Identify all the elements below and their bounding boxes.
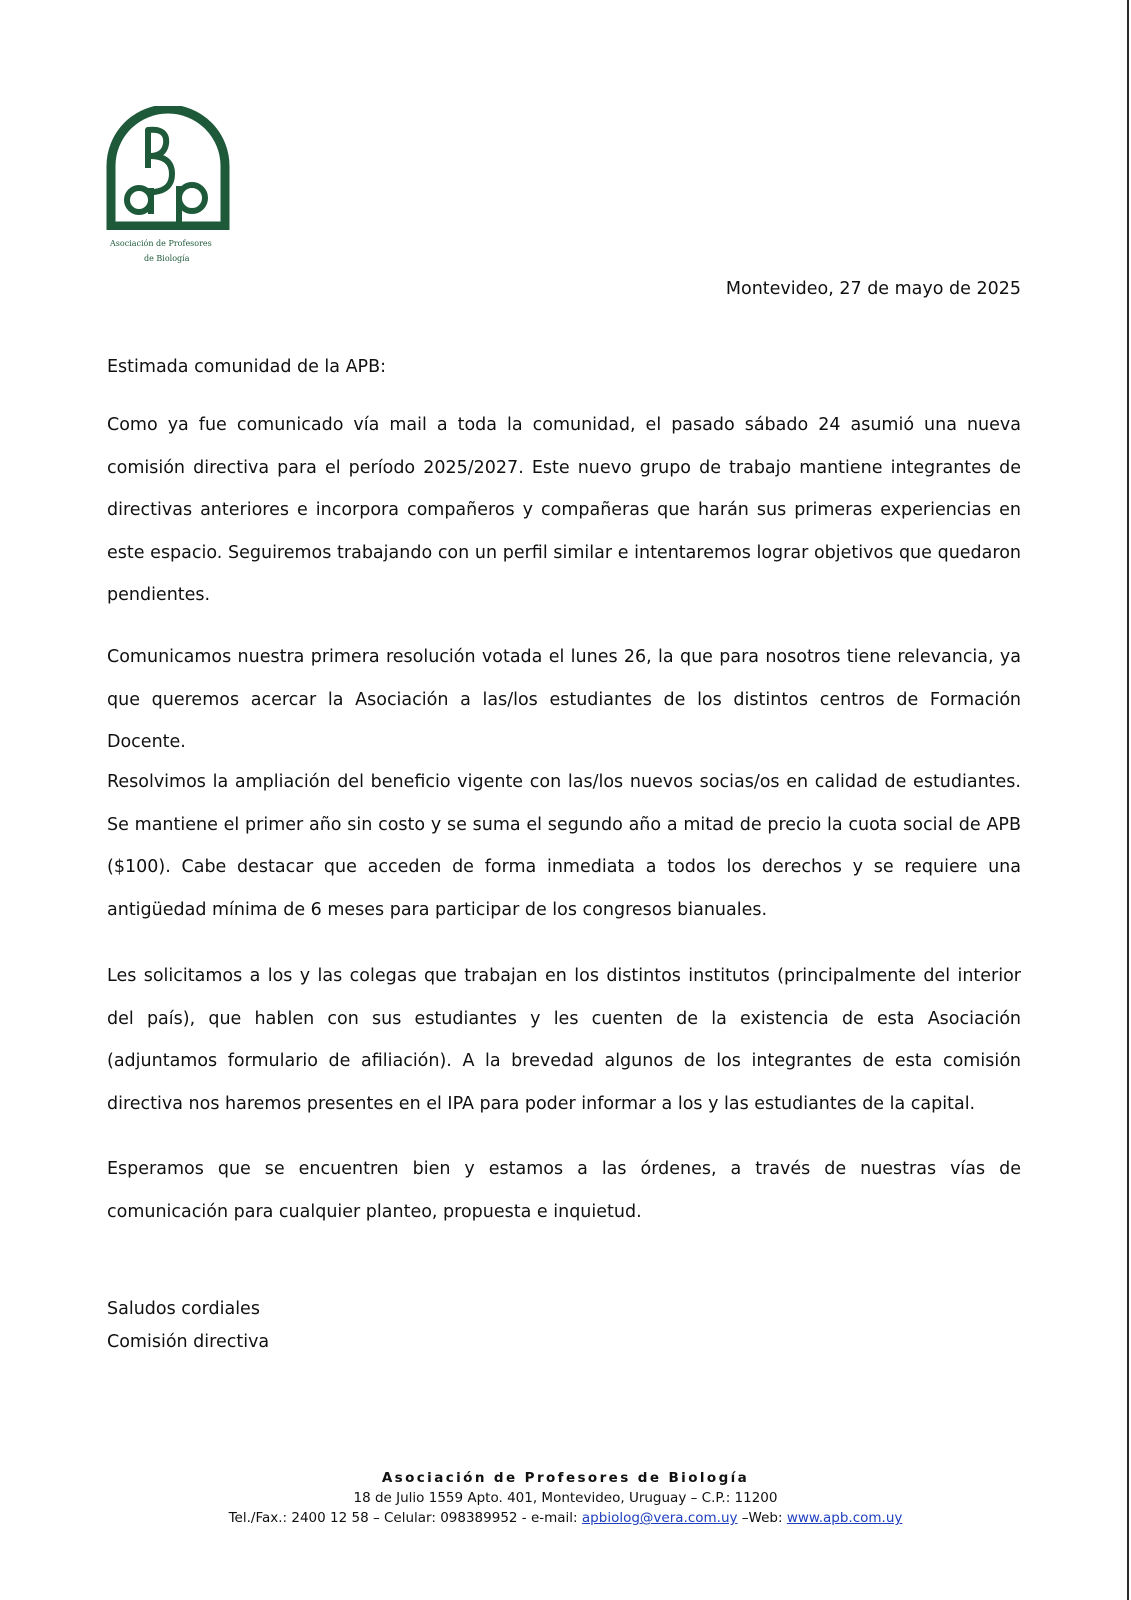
page-right-border	[1127, 0, 1129, 1600]
footer-email-link[interactable]: apbiolog@vera.com.uy	[581, 1510, 738, 1526]
logo-caption-line1: Asociación de Profesores	[110, 239, 212, 248]
paragraph-4: Les solicitamos a los y las colegas que trabajan en los distintos institutos (principalmente del interior del país), que hablen con sus estudiantes y les cuenten de la existencia de esta Asociación (adjuntamos formulario de afiliación). A la brevedad algunos de los integrantes de esta comisión directiva nos haremos presentes en el IPA para poder informar a los y las estudiantes de la capital.	[107, 966, 1021, 1114]
footer-contact-prefix: Tel./Fax.: 2400 12 58 – Celular: 098389952 - e-mail:	[228, 1510, 582, 1526]
paragraph-3: Resolvimos la ampliación del beneficio vigente con las/los nuevos socias/os en calidad de estudiantes. Se mantiene el primer año sin costo y se suma el segundo año a mitad de precio la cuota social de APB ($100). Cabe destacar que acceden de forma inmediata a todos los derechos y se requiere una antigüedad mínima de 6 meses para participar de los congresos bianuales.	[107, 772, 1021, 920]
letterhead-footer	[0, 1468, 1131, 1528]
apb-logo-icon	[106, 106, 230, 230]
letter-date: Montevideo, 27 de mayo de 2025	[725, 279, 1021, 299]
footer-title: Asociación de Profesores de Biología	[381, 1470, 750, 1486]
closing-greeting: Saludos cordiales	[107, 1299, 260, 1319]
apb-logo	[104, 106, 244, 266]
logo-caption	[104, 236, 244, 266]
footer-contact	[0, 1508, 1131, 1528]
paragraph-2: Comunicamos nuestra primera resolución votada el lunes 26, la que para nosotros tiene relevancia, ya que queremos acercar la Asociación a las/los estudiantes de los distintos centros de Formación Docente.	[107, 647, 1021, 752]
closing-signature: Comisión directiva	[107, 1332, 270, 1352]
logo-caption-line2: de Biología	[144, 254, 190, 263]
footer-address: 18 de Julio 1559 Apto. 401, Montevideo, Uruguay – C.P.: 11200	[353, 1490, 778, 1506]
letter-closing	[107, 1293, 269, 1359]
paragraph-5: Esperamos que se encuentren bien y estamos a las órdenes, a través de nuestras vías de comunicación para cualquier planteo, propuesta e inquietud.	[107, 1159, 1021, 1222]
footer-web-prefix: –Web:	[737, 1510, 787, 1526]
footer-web-link[interactable]: www.apb.com.uy	[786, 1510, 903, 1526]
letter-salutation: Estimada comunidad de la APB:	[107, 357, 387, 377]
paragraph-1: Como ya fue comunicado vía mail a toda la comunidad, el pasado sábado 24 asumió una nueva comisión directiva para el período 2025/2027. Este nuevo grupo de trabajo mantiene integrantes de directivas anteriores e incorpora compañeros y compañeras que harán sus primeras experiencias en este espacio. Seguiremos trabajando con un perfil similar e intentaremos lograr objetivos que quedaron pendientes.	[107, 415, 1021, 605]
